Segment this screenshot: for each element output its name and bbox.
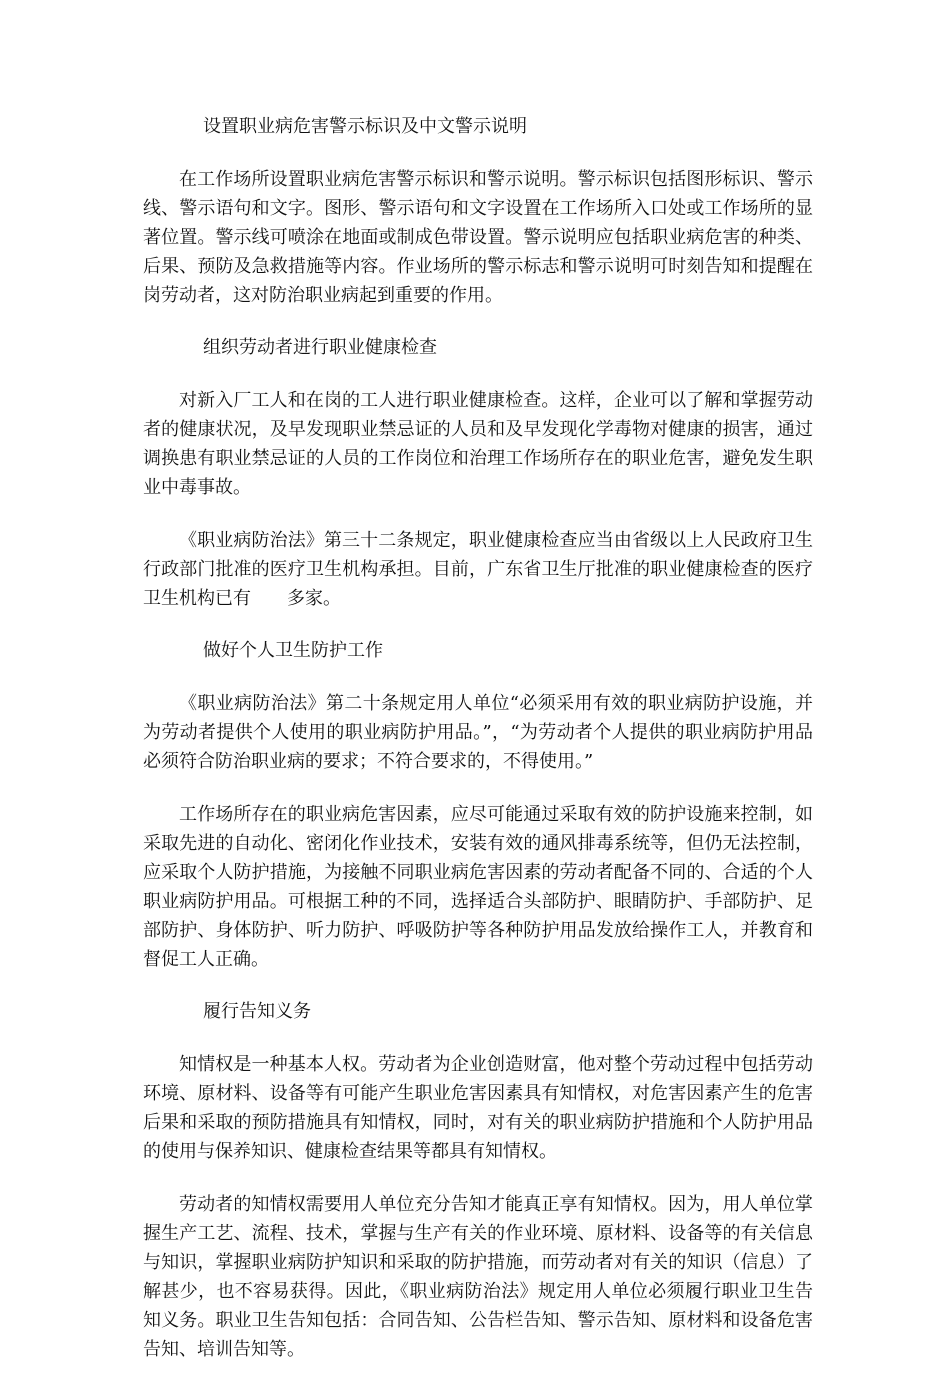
paragraph-notification-duty-1: 知情权是一种基本人权。劳动者为企业创造财富，他对整个劳动过程中包括劳动环境、原材料、设备等有可能产生职业危害因素具有知情权，对危害因素产生的危害后果和采取的预防措施具有知情权，同时，对有关的职业病防护措施和个人防护用品的使用与保养知识、健康检查结果等都具有知情权。 — [143, 1054, 813, 1162]
paragraph-health-check-1: 对新入厂工人和在岗的工人进行职业健康检查。这样，企业可以了解和掌握劳动者的健康状况，及早发现职业禁忌证的人员和及早发现化学毒物对健康的损害，通过调换患有职业禁忌证的人员的工作岗位和治理工作场所存在的职业危害，避免发生职业中毒事故。 — [143, 390, 813, 498]
paragraph-personal-protection-1: 《职业病防治法》第二十条规定用人单位“必须采用有效的职业病防护设施，并为劳动者提供个人使用的职业病防护用品。”，“为劳动者个人提供的职业病防护用品必须符合防治职业病的要求；不符合要求的，不得使用。” — [143, 693, 813, 772]
paragraph-health-check-2: 《职业病防治法》第三十二条规定，职业健康检查应当由省级以上人民政府卫生行政部门批准的医疗卫生机构承担。目前，广东省卫生厅批准的职业健康检查的医疗卫生机构已有 多家。 — [143, 530, 813, 609]
section-heading-notification-duty: 履行告知义务 — [203, 1001, 311, 1022]
paragraph-warning-signs: 在工作场所设置职业病危害警示标识和警示说明。警示标识包括图形标识、警示线、警示语句和文字。图形、警示语句和文字设置在工作场所入口处或工作场所的显著位置。警示线可喷涂在地面或制成色带设置。警示说明应包括职业病危害的种类、后果、预防及急救措施等内容。作业场所的警示标志和警示说明可时刻告知和提醒在岗劳动者，这对防治职业病起到重要的作用。 — [143, 169, 813, 306]
paragraph-personal-protection-2: 工作场所存在的职业病危害因素，应尽可能通过采取有效的防护设施来控制，如采取先进的自动化、密闭化作业技术，安装有效的通风排毒系统等，但仍无法控制，应采取个人防护措施，为接触不同职业病危害因素的劳动者配备不同的、合适的个人职业病防护用品。可根据工种的不同，选择适合头部防护、眼睛防护、手部防护、足部防护、身体防护、听力防护、呼吸防护等各种防护用品发放给操作工人，并教育和督促工人正确。 — [143, 804, 813, 970]
document-body — [143, 113, 813, 1388]
section-heading-personal-protection: 做好个人卫生防护工作 — [203, 640, 383, 661]
section-heading-health-check: 组织劳动者进行职业健康检查 — [203, 337, 437, 358]
section-heading-warning-signs: 设置职业病危害警示标识及中文警示说明 — [203, 116, 527, 137]
paragraph-notification-duty-2: 劳动者的知情权需要用人单位充分告知才能真正享有知情权。因为，用人单位掌握生产工艺、流程、技术，掌握与生产有关的作业环境、原材料、设备等的有关信息与知识，掌握职业病防护知识和采取的防护措施，而劳动者对有关的知识（信息）了解甚少，也不容易获得。因此，《职业病防治法》规定用人单位必须履行职业卫生告知义务。职业卫生告知包括：合同告知、公告栏告知、警示告知、原材料和设备危害告知、培训告知等。 — [143, 1194, 813, 1360]
